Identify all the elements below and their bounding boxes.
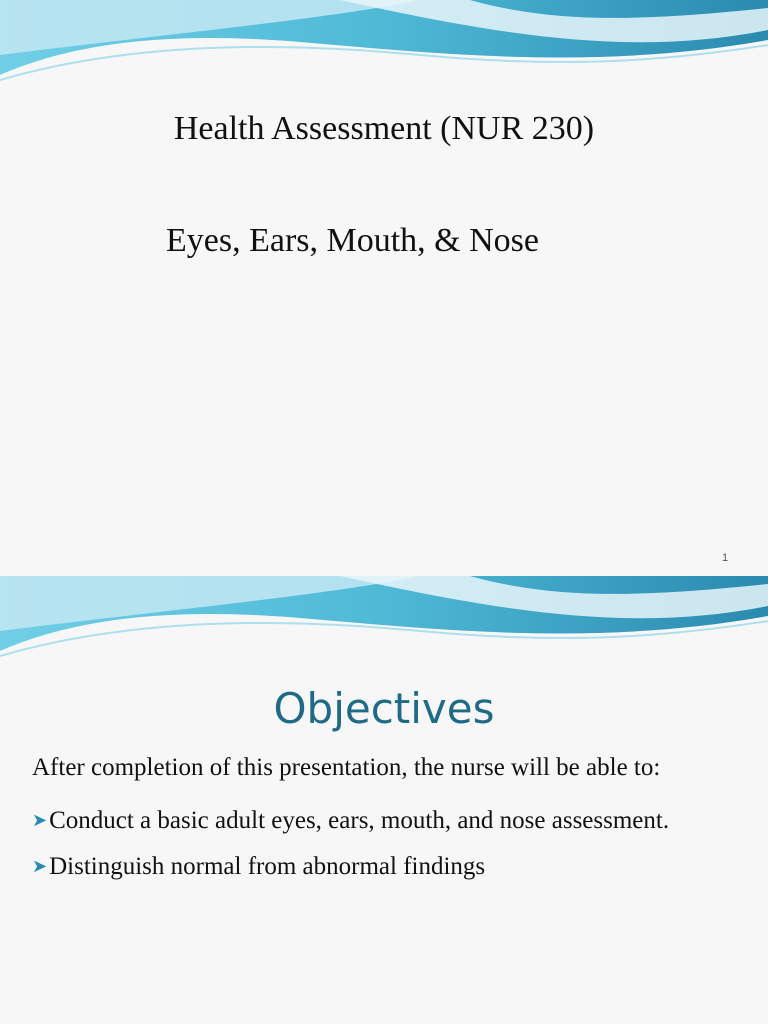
slide-title: Health Assessment (NUR 230) <box>173 110 595 147</box>
decorative-wave-header <box>0 0 768 100</box>
objectives-list <box>32 798 669 890</box>
arrowhead-bullet-icon: ➤ <box>32 856 48 877</box>
bullet-text: Conduct a basic adult eyes, ears, mouth, and nose assessment. <box>49 807 670 834</box>
bullet-text: Distinguish normal from abnormal findings <box>49 853 486 880</box>
list-item <box>32 844 669 890</box>
slide-subtitle: Eyes, Ears, Mouth, & Nose <box>166 222 540 259</box>
page-number: 1 <box>722 552 729 564</box>
list-item <box>32 798 669 844</box>
slide-2 <box>0 576 768 1024</box>
objectives-heading: Objectives <box>273 684 495 733</box>
decorative-wave-header <box>0 576 768 676</box>
objectives-intro: After completion of this presentation, the nurse will be able to: <box>32 754 661 781</box>
arrowhead-bullet-icon: ➤ <box>32 810 48 831</box>
